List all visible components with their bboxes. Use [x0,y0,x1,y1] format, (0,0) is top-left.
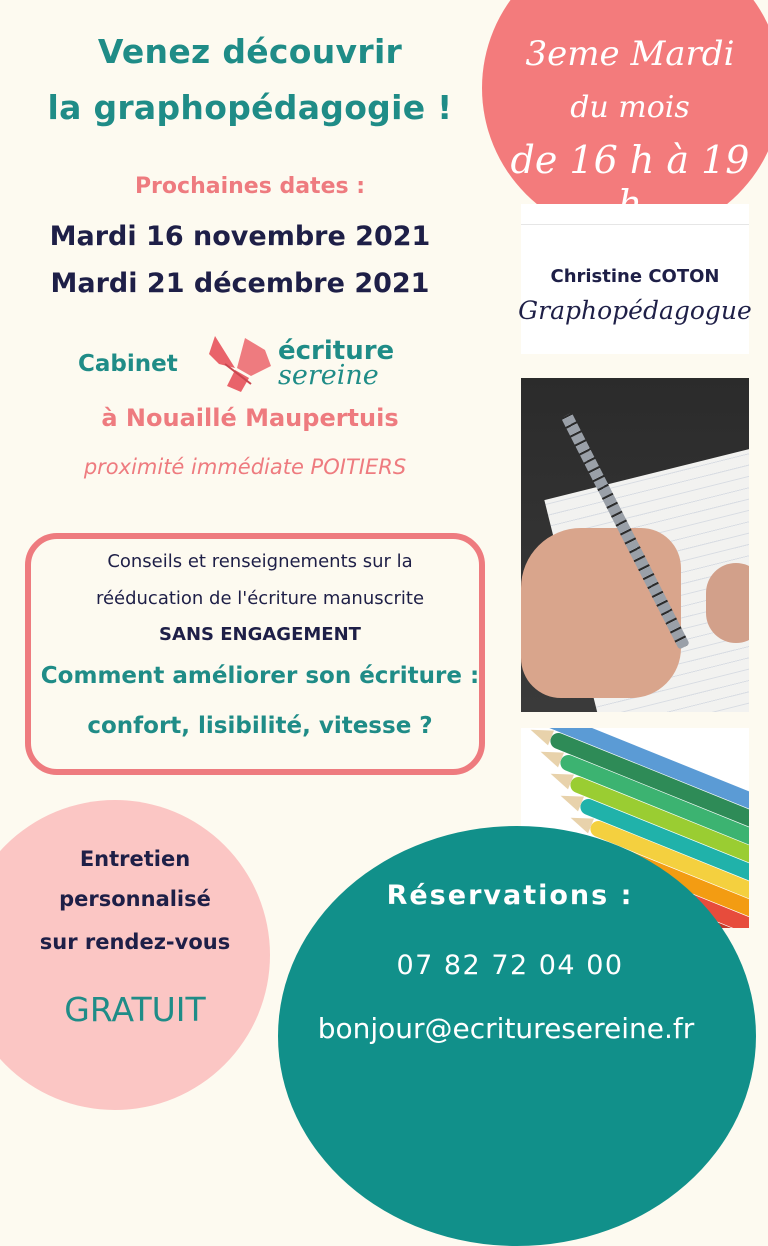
free-badge: GRATUIT [64,990,206,1029]
brand-ecriture: écriture [278,336,395,366]
info-line-4: Comment améliorer son écriture : [40,663,480,689]
schedule-line-3: de 16 h à 19 [510,138,750,182]
cabinet-label: Cabinet [78,351,178,377]
location: à Nouaillé Maupertuis [101,404,399,432]
person-role: Graphopédagogue [518,296,752,325]
date-item-1: Mardi 16 novembre 2021 [49,221,431,252]
info-line-3: SANS ENGAGEMENT [159,624,361,645]
info-line-2: rééducation de l'écriture manuscrite [95,588,425,609]
date-item-2: Mardi 21 décembre 2021 [50,268,430,299]
phone-number[interactable]: 07 82 72 04 00 [396,950,624,981]
brand-sereine: sereine [278,360,379,391]
schedule-line-2: du mois [570,90,690,125]
interview-line-1: Entretien [79,847,191,871]
schedule-line-1: 3eme Mardi [525,34,735,74]
next-dates-label: Prochaines dates : [134,174,366,199]
email-address[interactable]: bonjour@ecrituresereine.fr [317,1012,695,1045]
person-name: Christine COTON [550,266,720,287]
reservations-title: Réservations : [386,880,634,911]
info-line-1: Conseils et renseignements sur la [107,551,413,572]
heading-line-2: la graphopédagogie ! [47,88,453,127]
proximity-note: proximité immédiate POITIERS [83,455,407,479]
interview-line-3: sur rendez-vous [39,930,231,954]
butterfly-logo-icon [205,330,273,394]
handwriting-photo [521,378,749,712]
info-line-5: confort, lisibilité, vitesse ? [87,713,433,739]
interview-line-2: personnalisé [59,887,211,911]
heading-line-1: Venez découvrir [97,32,403,71]
